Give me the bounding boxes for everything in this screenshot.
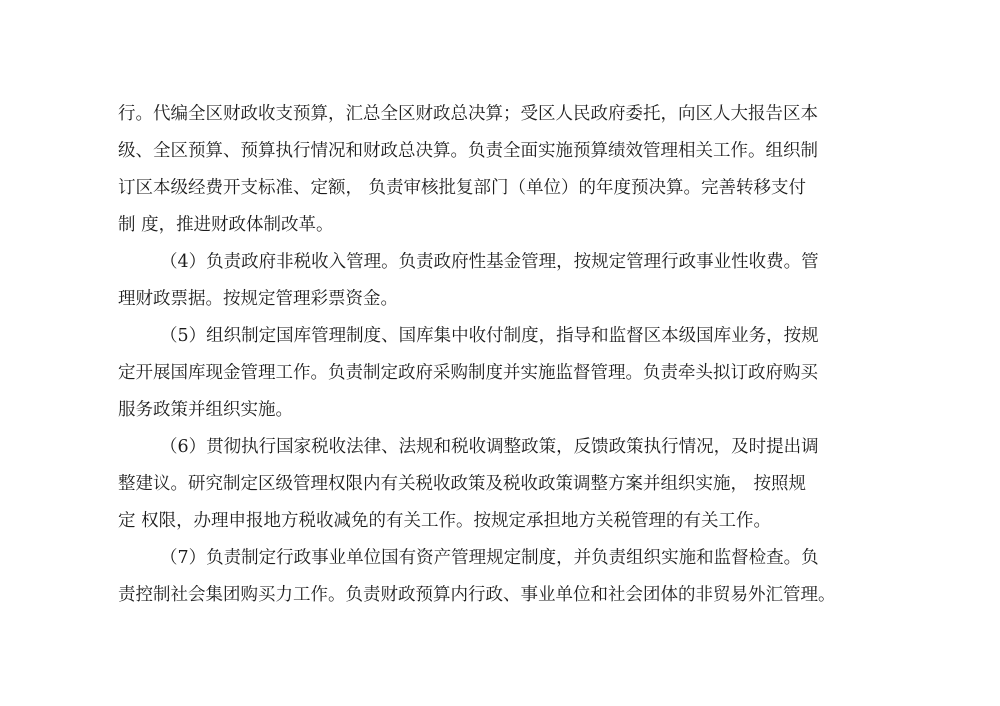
- text-line-4: 制 度，推进财政体制改革。: [118, 215, 334, 235]
- text-line-2: 级、全区预算、预算执行情况和财政总决算。负责全面实施预算绩效管理相关工作。组织制: [118, 141, 818, 161]
- paragraph-6-line-2: 整建议。研究制定区级管理权限内有关税收政策及税收政策调整方案并组织实施， 按照规: [118, 474, 807, 494]
- paragraph-5-line-3: 服务政策并组织实施。: [118, 400, 293, 420]
- paragraph-6-line-3: 定 权限，办理申报地方税收减免的有关工作。按规定承担地方关税管理的有关工作。: [118, 511, 772, 531]
- paragraph-6-line-1: （6）贯彻执行国家税收法律、法规和税收调整政策，反馈政策执行情况，及时提出调: [160, 437, 819, 457]
- text-line-1: 行。代编全区财政收支预算，汇总全区财政总决算；受区人民政府委托，向区人大报告区本: [118, 104, 818, 124]
- paragraph-5-line-1: （5）组织制定国库管理制度、国库集中收付制度，指导和监督区本级国库业务，按规: [160, 326, 819, 346]
- paragraph-4-line-2: 理财政票据。按规定管理彩票资金。: [118, 289, 398, 309]
- text-line-3: 订区本级经费开支标准、定额， 负责审核批复部门（单位）的年度预决算。完善转移支付: [118, 178, 807, 198]
- paragraph-5-line-2: 定开展国库现金管理工作。负责制定政府采购制度并实施监督管理。负责牵头拟订政府购买: [118, 363, 818, 383]
- paragraph-7-line-2: 责控制社会集团购买力工作。负责财政预算内行政、事业单位和社会团体的非贸易外汇管理。: [118, 585, 836, 605]
- paragraph-7-line-1: （7）负责制定行政事业单位国有资产管理规定制度，并负责组织实施和监督检查。负: [160, 548, 819, 568]
- paragraph-4-line-1: （4）负责政府非税收入管理。负责政府性基金管理，按规定管理行政事业性收费。管: [160, 252, 819, 272]
